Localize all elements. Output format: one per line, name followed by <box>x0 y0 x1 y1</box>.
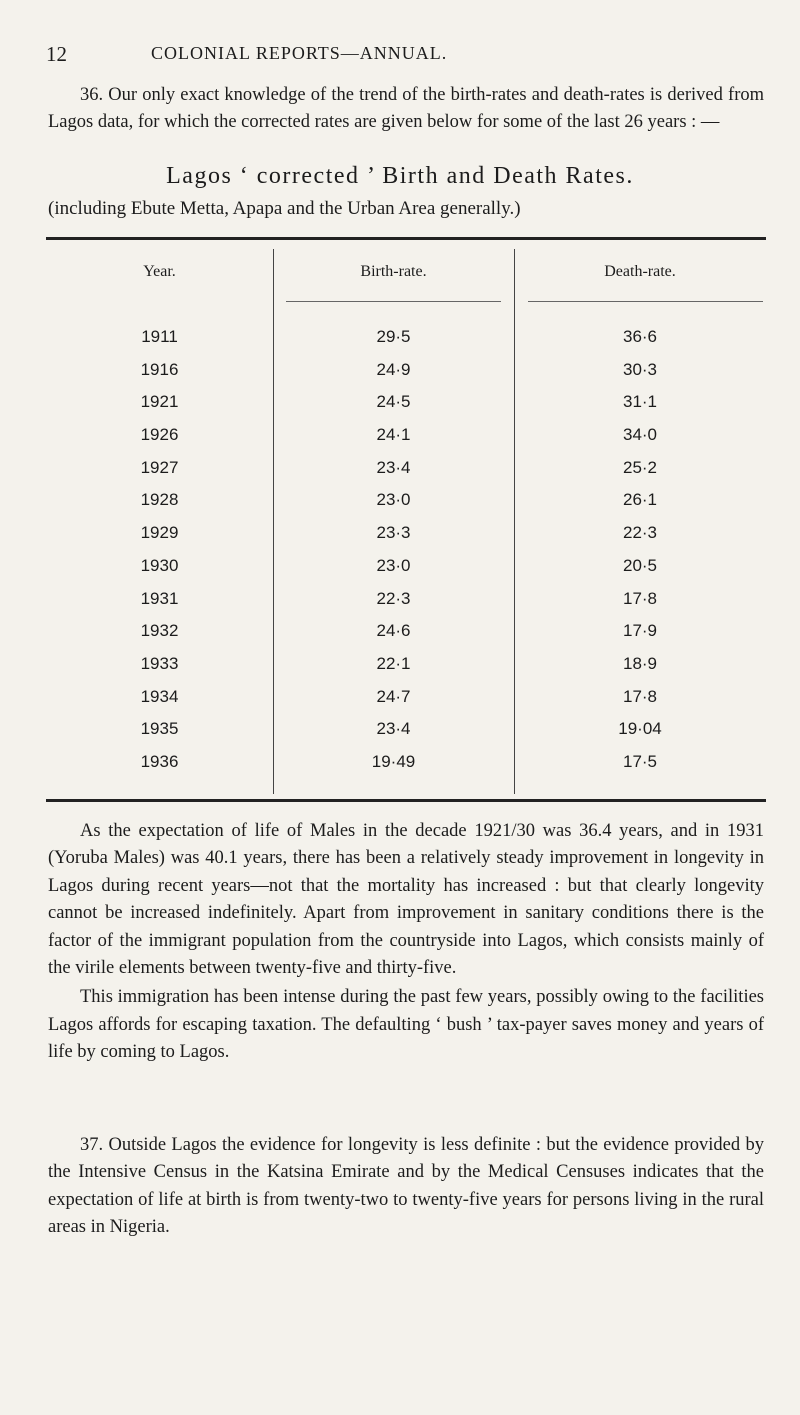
rates-table <box>46 237 766 802</box>
table-row <box>46 392 766 425</box>
death-rate-cell: 17·9 <box>622 621 658 641</box>
year-cell: 1929 <box>140 523 179 543</box>
birth-rate-cell: 22·1 <box>376 653 411 673</box>
table-row <box>46 621 766 654</box>
table-row <box>46 458 766 491</box>
table-row <box>46 589 766 622</box>
paragraph-immigration: This immigration has been intense during the past few years, possibly owing to the facilities Lagos affords for escaping taxation. The defaulting ‘ bush ’ tax-payer saves money and years of life by coming to Lagos. <box>48 987 764 1063</box>
table-row <box>46 719 766 752</box>
paragraph-36-text: 36. Our only exact knowledge of the trend of the birth-rates and death-rates is derived from Lagos data, for which the corrected rates are given below for some of the last 26 years : — <box>48 85 764 133</box>
body-text <box>48 818 764 1067</box>
death-rate-cell: 30·3 <box>622 359 658 379</box>
birth-rate-cell: 23·0 <box>376 490 411 510</box>
birth-rate-cell: 23·4 <box>376 457 411 477</box>
table-row <box>46 556 766 589</box>
year-cell: 1936 <box>140 751 179 771</box>
birth-rate-cell: 24·6 <box>376 621 411 641</box>
column-header-death-rate: Death-rate. <box>604 263 676 280</box>
column-header-year: Year. <box>143 263 176 280</box>
death-rate-cell: 17·8 <box>622 686 658 706</box>
header-underline <box>528 301 763 302</box>
year-cell: 1911 <box>141 327 178 346</box>
paragraph-36 <box>48 82 764 137</box>
birth-rate-cell: 24·9 <box>376 359 411 379</box>
year-cell: 1932 <box>140 621 179 641</box>
birth-rate-cell: 23·4 <box>376 719 411 739</box>
table-row <box>46 327 766 360</box>
birth-rate-cell: 24·1 <box>376 425 411 445</box>
year-cell: 1934 <box>140 686 179 706</box>
year-cell: 1931 <box>140 588 179 608</box>
table-body <box>46 327 766 785</box>
death-rate-cell: 17·5 <box>622 751 658 771</box>
header-underline <box>286 301 501 302</box>
year-cell: 1916 <box>140 359 179 379</box>
birth-rate-cell: 24·5 <box>376 392 411 412</box>
running-head: COLONIAL REPORTS—ANNUAL. <box>151 43 448 63</box>
table-row <box>46 687 766 720</box>
death-rate-cell: 31·1 <box>622 392 658 412</box>
year-cell: 1928 <box>140 490 179 510</box>
birth-rate-cell: 29·5 <box>376 327 411 346</box>
year-cell: 1935 <box>140 719 179 739</box>
table-bottom-rule <box>46 799 766 802</box>
death-rate-cell: 17·8 <box>622 588 658 608</box>
year-cell: 1921 <box>140 392 179 412</box>
birth-rate-cell: 23·0 <box>376 555 411 575</box>
table-row <box>46 654 766 687</box>
death-rate-cell: 26·1 <box>622 490 658 510</box>
birth-rate-cell: 19·49 <box>371 751 416 771</box>
birth-rate-cell: 24·7 <box>376 686 411 706</box>
death-rate-cell: 34·0 <box>622 425 658 445</box>
table-subtitle: (including Ebute Metta, Apapa and the Urban Area generally.) <box>48 198 521 219</box>
birth-rate-cell: 23·3 <box>376 523 411 543</box>
year-cell: 1930 <box>140 555 179 575</box>
year-cell: 1927 <box>140 457 179 477</box>
table-row <box>46 752 766 785</box>
table-row <box>46 360 766 393</box>
birth-rate-cell: 22·3 <box>376 588 411 608</box>
paragraph-expectation: As the expectation of life of Males in the decade 1921/30 was 36.4 years, and in 1931 (Yoruba Males) was 40.1 years, there has been a relatively steady improvement in longevity in Lagos during recent years—not that the mortality has increased : but that clearly longevity cannot be increased indefinitely. Apart from improvement in sanitary conditions there is the factor of the immigrant population from the countryside into Lagos, which consists mainly of the virile elements between twenty-five and thirty-five. <box>48 821 764 979</box>
year-cell: 1926 <box>140 425 179 445</box>
table-title: Lagos ‘ corrected ’ Birth and Death Rates. <box>166 163 634 189</box>
death-rate-cell: 25·2 <box>622 457 658 477</box>
death-rate-cell: 19·04 <box>618 719 662 739</box>
year-cell: 1933 <box>140 653 179 673</box>
page-header <box>46 42 766 72</box>
death-rate-cell: 18·9 <box>622 653 658 673</box>
paragraph-37 <box>48 1132 764 1242</box>
column-header-birth-rate: Birth-rate. <box>360 263 427 280</box>
death-rate-cell: 20·5 <box>622 555 658 575</box>
page-number: 12 <box>46 42 67 66</box>
table-row <box>46 523 766 556</box>
death-rate-cell: 22·3 <box>622 523 658 543</box>
paragraph-37-text: 37. Outside Lagos the evidence for longevity is less definite : but the evidence provided by the Intensive Census in the Katsina Emirate and by the Medical Censuses indicates that the expectation of life at birth is from twenty-two to twenty-five years for persons living in the rural areas in Nigeria. <box>48 1135 764 1238</box>
death-rate-cell: 36·6 <box>622 327 658 346</box>
table-row <box>46 425 766 458</box>
table-top-rule <box>46 237 766 240</box>
table-row <box>46 490 766 523</box>
